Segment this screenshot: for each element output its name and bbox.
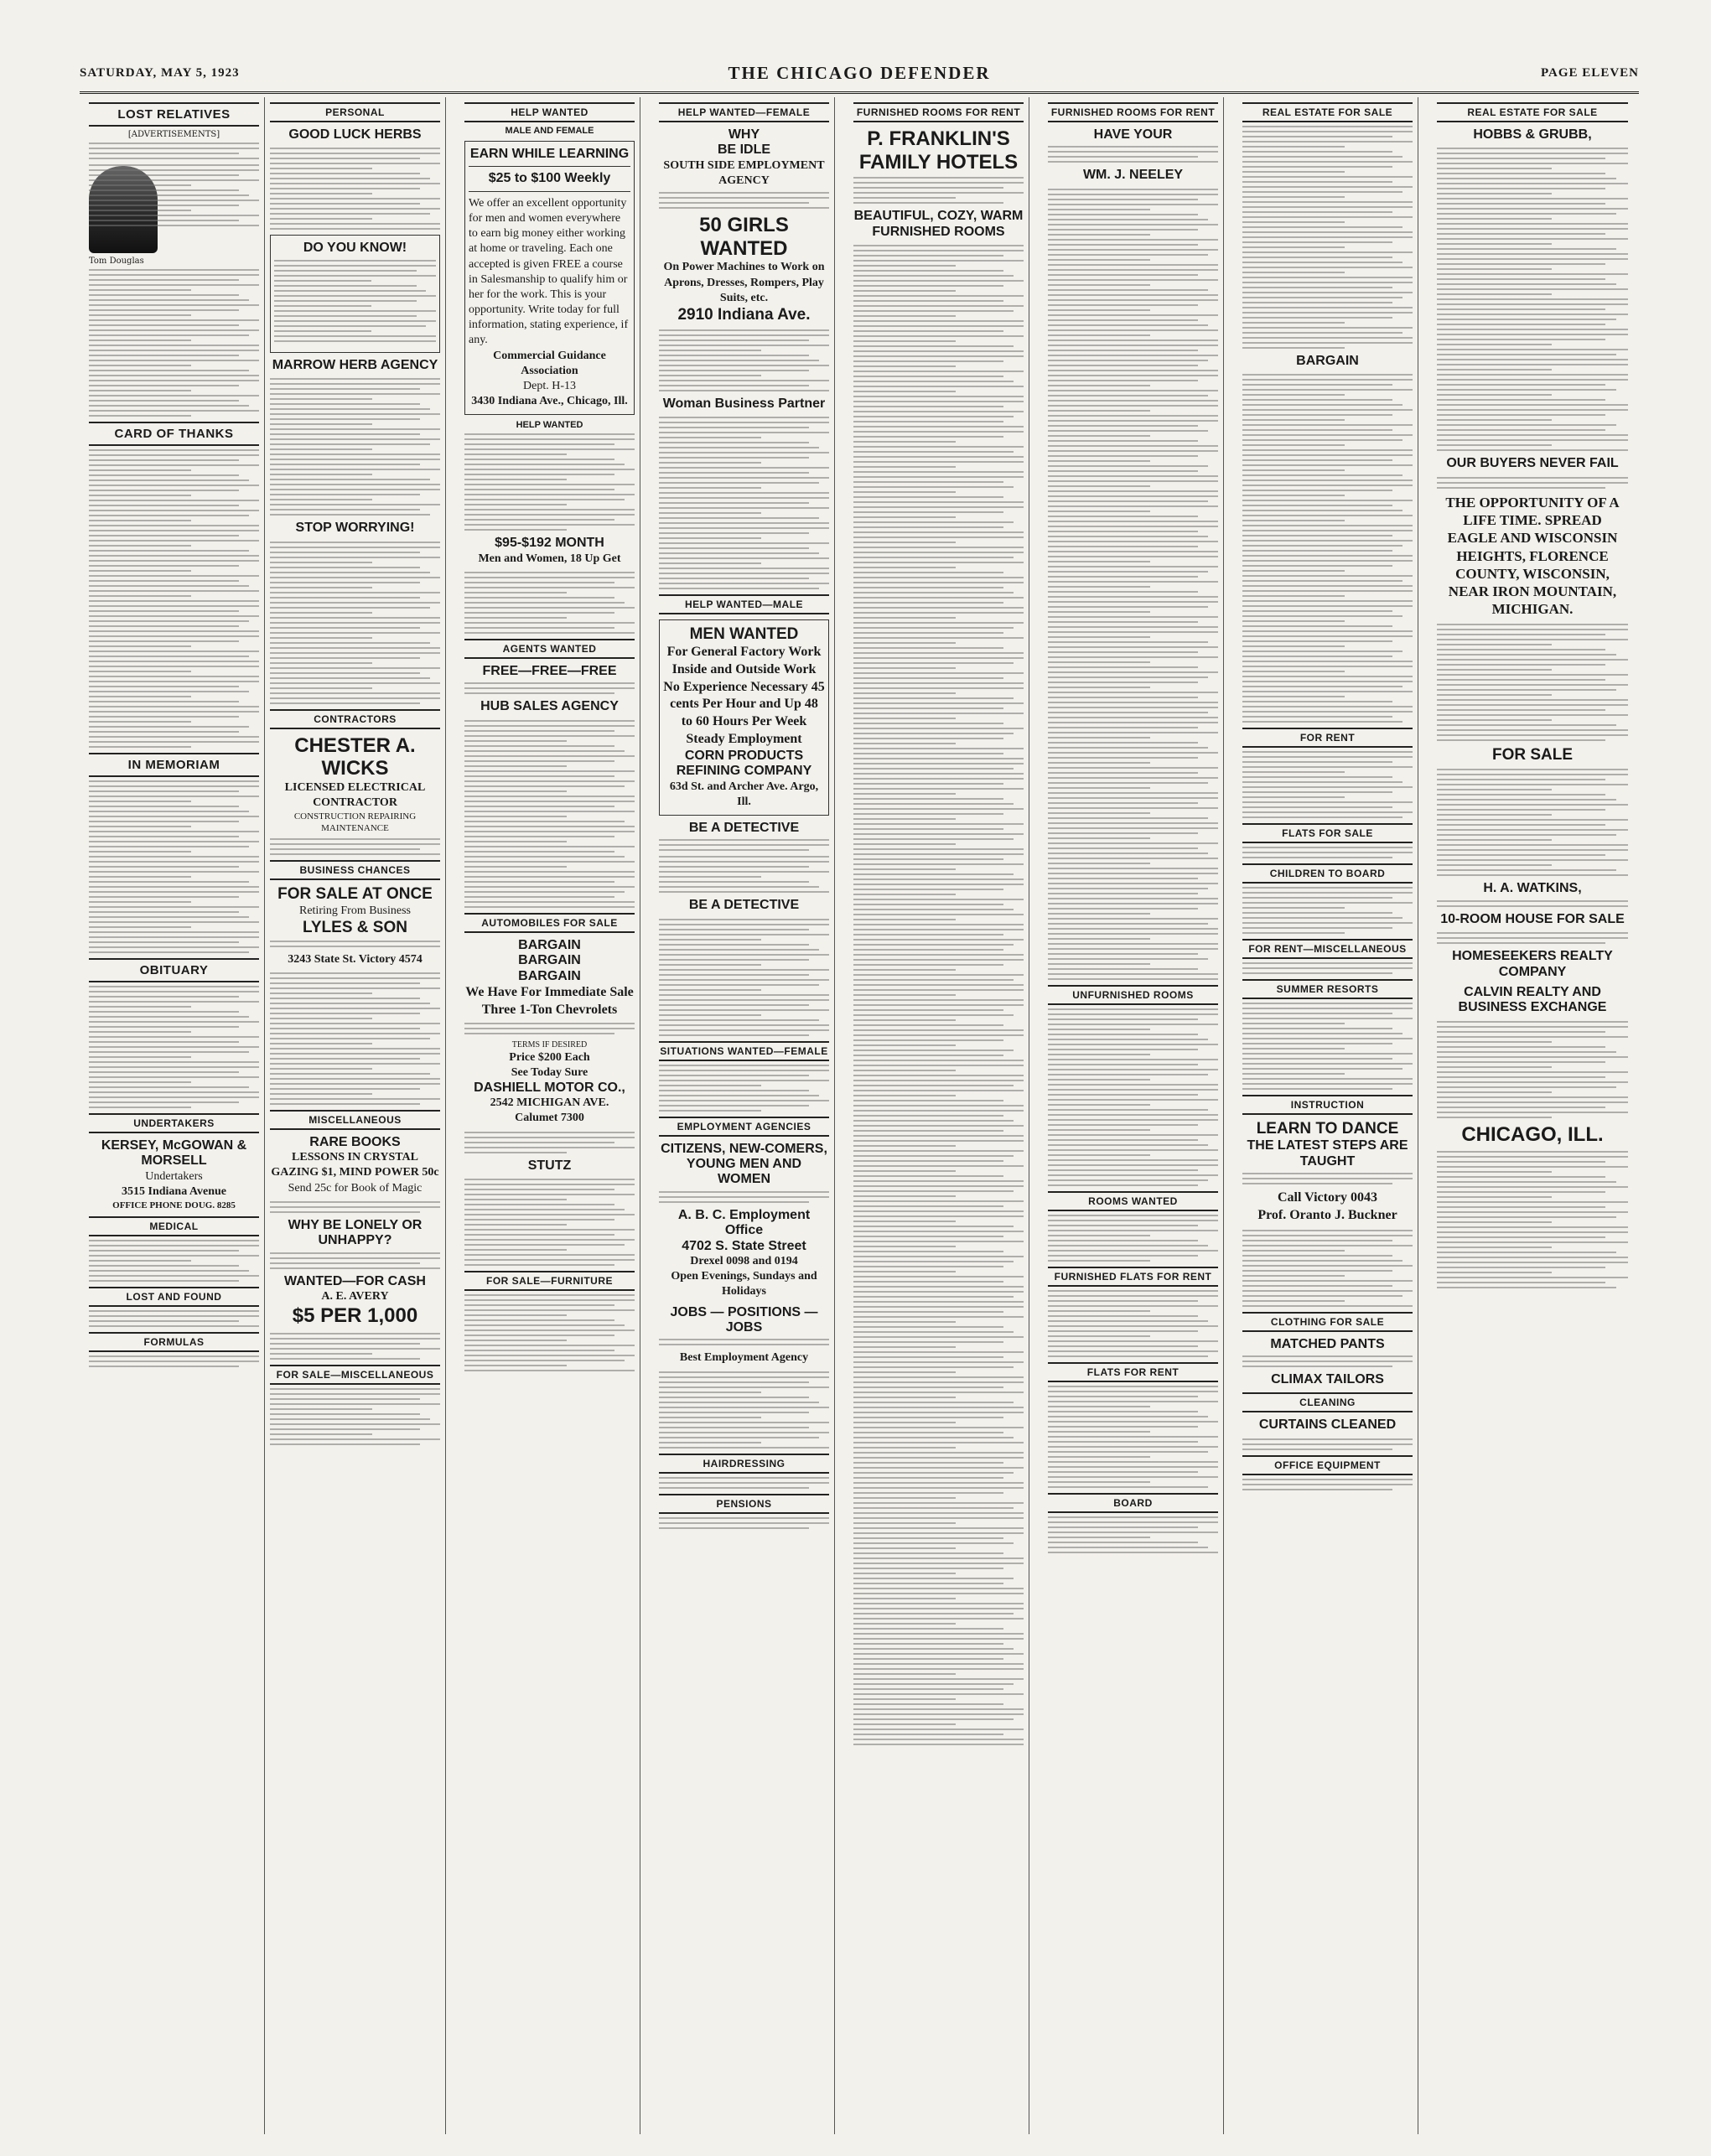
flats-rent-heading: FLATS FOR RENT: [1048, 1362, 1218, 1382]
column-2: [265, 97, 446, 2134]
lyles-address: 3243 State St. Victory 4574: [288, 952, 423, 966]
issue-date: SATURDAY, MAY 5, 1923: [80, 66, 240, 80]
girls-wanted-title: 50 GIRLS WANTED: [699, 214, 789, 260]
jobs-ad: [659, 1305, 829, 1366]
office-heading: OFFICE EQUIPMENT: [1242, 1455, 1413, 1475]
wanted-cash-title: WANTED—FOR CASH: [284, 1273, 426, 1288]
newspaper-title: THE CHICAGO DEFENDER: [728, 63, 991, 83]
lonely-title: WHY BE LONELY OR UNHAPPY?: [288, 1217, 423, 1248]
free-title: FREE—FREE—FREE: [482, 663, 617, 678]
calumet-phone: Calumet 7300: [515, 1112, 584, 1125]
furnished-rooms-heading: FURNISHED ROOMS FOR RENT: [853, 102, 1024, 122]
card-of-thanks-heading: CARD OF THANKS: [89, 422, 259, 446]
neeley-name: WM. J. NEELEY: [1082, 168, 1184, 183]
help-wanted-male-heading: HELP WANTED—MALE: [659, 594, 829, 614]
opportunity-text: THE OPPORTUNITY OF A LIFE TIME. SPREAD EAGLE AND WISCONSIN HEIGHTS, FLORENCE COUNTY, WISCONSIN, NEAR IRON MOUNTAIN, MICHIGAN.: [1445, 494, 1620, 618]
stutz-ad: [464, 1158, 635, 1174]
lost-found-heading: LOST AND FOUND: [89, 1287, 259, 1307]
retiring-line: Retiring From Business: [298, 904, 411, 917]
avery-name: A. E. AVERY: [321, 1289, 389, 1303]
undertaker-ad: [89, 1138, 259, 1211]
hairdressing-heading: HAIRDRESSING: [659, 1454, 829, 1474]
girls-wanted-ad: [659, 214, 829, 324]
franklin-ad: [853, 127, 1024, 240]
miscellaneous-heading: MISCELLANEOUS: [270, 1110, 440, 1130]
detective-title-1: BE A DETECTIVE: [688, 820, 800, 835]
ten-room-house: 10-ROOM HOUSE FOR SALE: [1440, 911, 1625, 926]
curtains-title: CURTAINS CLEANED: [1258, 1417, 1397, 1433]
be-idle-line: BE IDLE: [717, 143, 771, 158]
drexel-phone: Drexel 0098 and 0194: [690, 1255, 798, 1268]
crystal-line: LESSONS IN CRYSTAL GAZING $1, MIND POWER 50c: [271, 1151, 439, 1179]
franklin-name: P. FRANKLIN'S: [867, 127, 1010, 150]
family-hotels: FAMILY HOTELS: [858, 150, 1019, 174]
rare-books-ad: [270, 1135, 440, 1196]
citizens-title: CITIZENS, NEW-COMERS, YOUNG MEN AND WOMEN: [661, 1141, 827, 1187]
month-ad: [464, 536, 635, 567]
guidance-name: Commercial Guidance Association: [493, 349, 606, 377]
for-sale-title: FOR SALE: [1491, 745, 1574, 764]
call-victory: Call Victory 0043: [1277, 1190, 1378, 1205]
in-memoriam-heading: IN MEMORIAM: [89, 753, 259, 777]
clothing-heading: CLOTHING FOR SALE: [1242, 1312, 1413, 1332]
buyers-title: OUR BUYERS NEVER FAIL: [1446, 456, 1619, 471]
detective-title-2: BE A DETECTIVE: [688, 898, 800, 913]
neeley-ad: [1048, 127, 1218, 184]
furniture-heading: FOR SALE—FURNITURE: [464, 1271, 635, 1291]
matched-pants: MATCHED PANTS: [1270, 1336, 1385, 1351]
partner-ad: [659, 396, 829, 412]
for-sale-ad: [1437, 746, 1628, 764]
undertakers-heading: UNDERTAKERS: [89, 1113, 259, 1133]
lost-relatives-heading: LOST RELATIVES: [89, 102, 259, 127]
free-ad: [464, 664, 635, 715]
unfurnished-heading: UNFURNISHED ROOMS: [1048, 985, 1218, 1005]
help-wanted-female-heading: HELP WANTED—FEMALE: [659, 102, 829, 122]
page-number: PAGE ELEVEN: [1541, 66, 1639, 80]
abc-ad: [659, 1142, 829, 1300]
hobbs-ad: [1437, 127, 1628, 143]
curtains-ad: [1242, 1417, 1413, 1433]
contractors-heading: CONTRACTORS: [270, 709, 440, 729]
corn-address: 63d St. and Archer Ave. Argo, Ill.: [669, 780, 819, 808]
masthead: [80, 63, 1639, 94]
learn-dance: LEARN TO DANCE: [1256, 1120, 1399, 1138]
corn-name: CORN PRODUCTS REFINING COMPANY: [676, 748, 812, 779]
chicago-ad: [1437, 1123, 1628, 1147]
business-chances-heading: BUSINESS CHANCES: [270, 860, 440, 880]
photo-caption: Tom Douglas: [89, 257, 144, 266]
good-luck-title: GOOD LUCK HERBS: [288, 127, 422, 142]
climax-ad: [1242, 1337, 1413, 1388]
formulas-heading: FORMULAS: [89, 1332, 259, 1352]
male-female-label: MALE AND FEMALE: [505, 126, 594, 136]
chester-name: CHESTER A. WICKS: [294, 733, 416, 780]
column-8: [1432, 97, 1633, 2134]
chester-services: CONSTRUCTION REPAIRING MAINTENANCE: [293, 811, 417, 834]
column-1: [84, 97, 265, 2134]
bargain-3: BARGAIN: [518, 968, 581, 983]
wanted-cash-ad: [270, 1274, 440, 1328]
bargain-ad: [1242, 354, 1413, 369]
earn-learning-ad: [464, 141, 635, 415]
opportunity-ad: [1437, 494, 1628, 619]
chicago-title: CHICAGO, ILL.: [1461, 1122, 1604, 1146]
homeseekers-name: HOMESEEKERS REALTY COMPANY: [1452, 949, 1613, 979]
calvin-ad: [1437, 985, 1628, 1016]
dance-ad: [1242, 1120, 1413, 1224]
detective-ad: [659, 821, 829, 851]
chester-ad: [270, 734, 440, 855]
magic-line: Send 25c for Book of Magic: [288, 1181, 423, 1195]
stutz-title: STUTZ: [527, 1158, 572, 1173]
column-7: [1237, 97, 1418, 2134]
earn-body: We offer an excellent opportunity for men and women everywhere to earn big money either working at home or traveling. Each one accepted is given FREE a course in Salesmanship to qualify him or her for the work. This is your opportunity. Write today for full information, stating experience, if any.: [469, 196, 629, 347]
south-side-ad: [659, 127, 829, 209]
marrow-title: MARROW HERB AGENCY: [272, 357, 438, 372]
instruction-heading: INSTRUCTION: [1242, 1095, 1413, 1115]
chevrolets-line: Three 1-Ton Chevrolets: [481, 1002, 618, 1017]
good-luck-ad: [270, 127, 440, 143]
furnished-flats-heading: FURNISHED FLATS FOR RENT: [1048, 1267, 1218, 1287]
advertisements-label: [ADVERTISEMENTS]: [127, 130, 220, 139]
indiana-address: 2910 Indiana Ave.: [677, 305, 811, 324]
flats-sale-heading: FLATS FOR SALE: [1242, 823, 1413, 843]
partner-title: Woman Business Partner: [662, 396, 826, 411]
medical-heading: MEDICAL: [89, 1216, 259, 1236]
undertaker-name: KERSEY, McGOWAN & MORSELL: [101, 1138, 247, 1169]
earn-title: EARN WHILE LEARNING: [469, 147, 630, 161]
obituary-heading: OBITUARY: [89, 958, 259, 982]
do-you-know-ad: [270, 235, 440, 352]
detective-ad-2: [659, 898, 829, 913]
abc-address: 4702 S. State Street: [682, 1238, 806, 1253]
cleaning-heading: CLEANING: [1242, 1392, 1413, 1412]
month-title: $95-$192 MONTH: [495, 536, 604, 551]
dashiell-address: 2542 MICHIGAN AVE.: [490, 1096, 609, 1110]
bargain-1: BARGAIN: [518, 937, 581, 952]
situations-heading: SITUATIONS WANTED—FEMALE: [659, 1041, 829, 1061]
bargain-2: BARGAIN: [518, 953, 581, 968]
photo-block: [89, 164, 259, 266]
see-today: See Today Sure: [511, 1065, 588, 1079]
weekly-pay: $25 to $100 Weekly: [488, 171, 611, 186]
price-line: Price $200 Each: [509, 1050, 590, 1064]
power-machines-line: On Power Machines to Work on Aprons, Dresses, Rompers, Play Suits, etc.: [663, 261, 825, 304]
have-your-line: HAVE YOUR: [1093, 127, 1173, 142]
watkins-ad: [1437, 881, 1628, 927]
hobbs-name: HOBBS & GRUBB,: [1473, 127, 1592, 142]
undertaker-phone: OFFICE PHONE DOUG. 8285: [112, 1200, 236, 1211]
for-rent-heading: FOR RENT: [1242, 728, 1413, 748]
column-5: [848, 97, 1029, 2134]
real-estate-heading-2: REAL ESTATE FOR SALE: [1437, 102, 1628, 122]
factory-line: For General Factory Work Inside and Outside Work No Experience Necessary 45 cents Per Hour and Up 48 to 60 Hours Per Week Steady Employment: [663, 644, 825, 746]
for-rent-misc-heading: FOR RENT—MISCELLANEOUS: [1242, 939, 1413, 959]
board-heading: BOARD: [1048, 1493, 1218, 1513]
employment-heading: EMPLOYMENT AGENCIES: [659, 1117, 829, 1137]
marrow-ad: [270, 358, 440, 373]
terms-line: TERMS IF DESIRED: [511, 1039, 588, 1049]
bargain-title: BARGAIN: [1296, 354, 1359, 368]
guidance-address: 3430 Indiana Ave., Chicago, Ill.: [471, 395, 628, 408]
undertaker-subtitle: Undertakers: [145, 1169, 203, 1183]
do-you-know-title: DO YOU KNOW!: [303, 241, 407, 256]
automobiles-heading: AUTOMOBILES FOR SALE: [464, 913, 635, 933]
watkins-name: H. A. WATKINS,: [1483, 881, 1582, 896]
lyles-name: LYLES & SON: [303, 918, 407, 936]
abc-name: A. B. C. Employment Office: [677, 1207, 811, 1238]
guidance-dept: Dept. H-13: [523, 380, 576, 393]
per-thousand: $5 PER 1,000: [292, 1304, 418, 1328]
chester-subtitle: LICENSED ELECTRICAL CONTRACTOR: [284, 780, 426, 809]
men-wanted-title: MEN WANTED: [689, 625, 799, 644]
furnished-rooms-line: FURNISHED ROOMS: [872, 224, 1005, 239]
calvin-name: CALVIN REALTY AND BUSINESS EXCHANGE: [1458, 984, 1607, 1015]
for-sale-misc-heading: FOR SALE—MISCELLANEOUS: [270, 1365, 440, 1385]
why-line: WHY: [728, 127, 760, 142]
open-hours: Open Evenings, Sundays and Holidays: [671, 1270, 817, 1298]
jobs-title: JOBS — POSITIONS — JOBS: [670, 1304, 818, 1335]
lyles-ad: [270, 885, 440, 967]
children-heading: CHILDREN TO BOARD: [1242, 863, 1413, 884]
south-side-name: SOUTH SIDE EMPLOYMENT AGENCY: [663, 158, 825, 187]
latest-steps: THE LATEST STEPS ARE TAUGHT: [1247, 1138, 1408, 1169]
rare-books-title: RARE BOOKS: [309, 1134, 401, 1149]
hub-name: HUB SALES AGENCY: [480, 699, 619, 714]
lonely-ad: [270, 1218, 440, 1269]
column-3: [459, 97, 640, 2134]
best-agency: Best Employment Agency: [679, 1351, 809, 1365]
personal-heading: PERSONAL: [270, 102, 440, 122]
help-wanted-heading: HELP WANTED: [464, 102, 635, 122]
rooms-wanted-heading: ROOMS WANTED: [1048, 1191, 1218, 1211]
column-6: [1043, 97, 1224, 2134]
buckner-name: Prof. Oranto J. Buckner: [1257, 1207, 1397, 1222]
furnished-rooms-heading-2: FURNISHED ROOMS FOR RENT: [1048, 102, 1218, 122]
for-sale-once: FOR SALE AT ONCE: [277, 884, 433, 903]
stop-worrying-ad: [270, 521, 440, 536]
help-wanted-label: HELP WANTED: [516, 420, 583, 431]
pensions-heading: PENSIONS: [659, 1494, 829, 1514]
dashiell-name: DASHIELL MOTOR CO.,: [474, 1080, 625, 1095]
summer-resorts-heading: SUMMER RESORTS: [1242, 979, 1413, 999]
men-women-line: Men and Women, 18 Up Get: [478, 552, 621, 565]
immediate-sale: We Have For Immediate Sale: [465, 984, 634, 999]
real-estate-heading: REAL ESTATE FOR SALE: [1242, 102, 1413, 122]
agents-wanted-heading: AGENTS WANTED: [464, 639, 635, 659]
buyers-ad: [1437, 456, 1628, 471]
homeseekers-ad: [1437, 949, 1628, 980]
column-4: [654, 97, 835, 2134]
beautiful-line: BEAUTIFUL, COZY, WARM: [853, 209, 1024, 224]
corn-products-ad: [659, 619, 829, 816]
climax-name: CLIMAX TAILORS: [1271, 1372, 1384, 1386]
stop-worrying-title: STOP WORRYING!: [295, 521, 415, 536]
undertaker-address: 3515 Indiana Avenue: [122, 1184, 226, 1198]
chevrolet-ad: [464, 938, 635, 1127]
